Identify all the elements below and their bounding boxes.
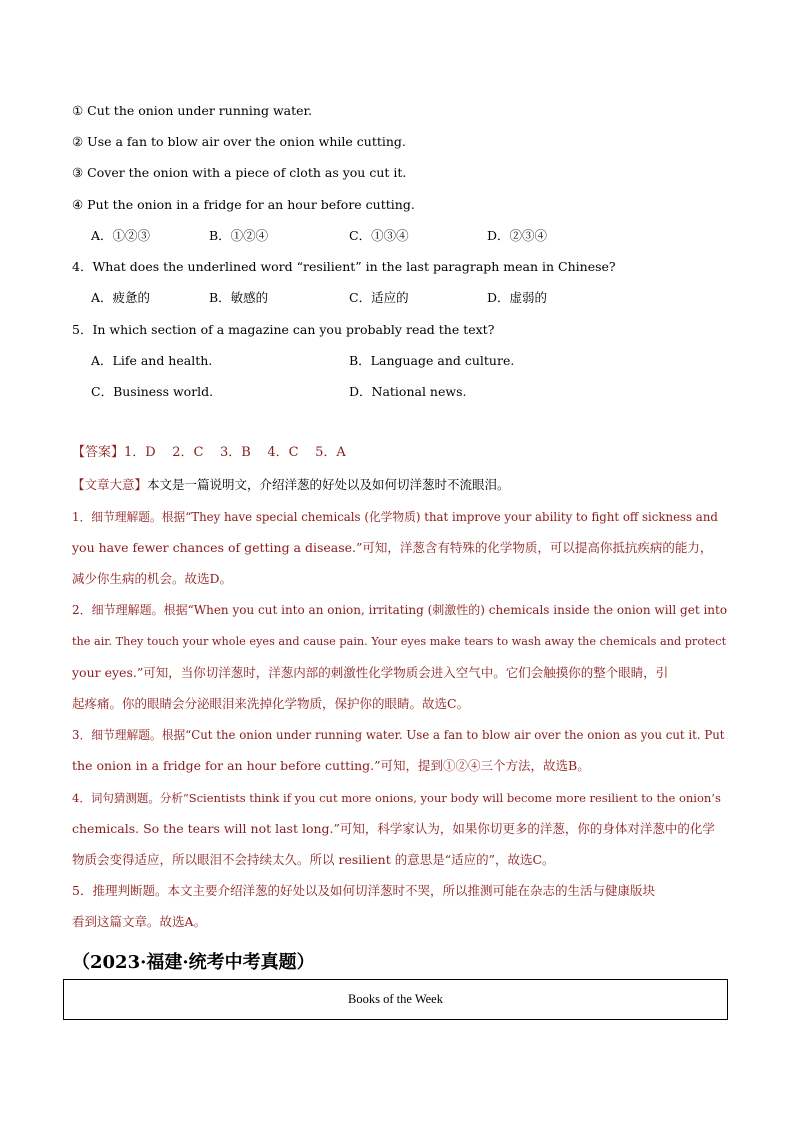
option-a: A．①②③ bbox=[91, 228, 151, 243]
option-c: C．①③④ bbox=[349, 228, 409, 243]
question-stem: 4．What does the underlined word “resilient” in the last paragraph mean in Chinese? bbox=[72, 259, 616, 274]
option-b: B．Language and culture. bbox=[349, 353, 515, 368]
explanation-line: 2．细节理解题。根据“When you cut into an onion, irritating (刺激性的) chemicals inside the onion will get into bbox=[72, 603, 728, 617]
summary bbox=[72, 477, 510, 493]
question-stem: 5．In which section of a magazine can you probably read the text? bbox=[72, 322, 495, 337]
method-item: ① Cut the onion under running water. bbox=[72, 103, 313, 118]
answer-values: 1．D 2．C 3．B 4．C 5．A bbox=[124, 445, 346, 460]
option-a: A．Life and health. bbox=[91, 353, 213, 368]
explanation-line: your eyes.”可知，当你切洋葱时，洋葱内部的刺激性化学物质会进入空气中。它们会触摸你的整个眼睛，引 bbox=[72, 665, 669, 680]
explanation-line: you have fewer chances of getting a disease.”可知，洋葱含有特殊的化学物质，可以提高你抵抗疾病的能力， bbox=[72, 540, 713, 555]
explanation-line: 起疼痛。你的眼睛会分泌眼泪来洗掉化学物质，保护你的眼睛。故选C。 bbox=[72, 696, 470, 711]
option-b: B．敏感的 bbox=[209, 290, 269, 305]
explanation-line: the onion in a fridge for an hour before cutting.”可知，提到①②④三个方法，故选B。 bbox=[72, 758, 590, 773]
option-b: B．①②④ bbox=[209, 228, 269, 243]
answer-label: 【答案】 bbox=[72, 445, 125, 460]
summary-text: 本文是一篇说明文，介绍洋葱的好处以及如何切洋葱时不流眼泪。 bbox=[147, 477, 510, 492]
explanation-line: 减少你生病的机会。故选D。 bbox=[72, 571, 233, 586]
method-item: ③ Cover the onion with a piece of cloth as you cut it. bbox=[72, 165, 407, 180]
books-of-week-box bbox=[63, 979, 728, 1020]
explanation-line: 3．细节理解题。根据“Cut the onion under running water. Use a fan to blow air over the onion as you cut it. Put bbox=[72, 728, 725, 742]
option-d: D．②③④ bbox=[487, 228, 548, 243]
summary-label: 【文章大意】 bbox=[72, 477, 148, 492]
explanation-line: chemicals. So the tears will not last long.”可知，科学家认为，如果你切更多的洋葱，你的身体对洋葱中的化学 bbox=[72, 821, 715, 836]
explanation-line: 4．词句猜测题。分析“Scientists think if you cut more onions, your body will become more resilient to the onion’s bbox=[72, 791, 721, 805]
explanation-line: 物质会变得适应，所以眼泪不会持续太久。所以 resilient 的意思是“适应的”，故选C。 bbox=[72, 852, 555, 867]
source-heading: （2023·福建·统考中考真题） bbox=[72, 952, 315, 973]
option-a: A．疲惫的 bbox=[91, 290, 151, 305]
method-item: ② Use a fan to blow air over the onion while cutting. bbox=[72, 134, 406, 149]
box-title: Books of the Week bbox=[348, 992, 443, 1006]
option-d: D．虚弱的 bbox=[487, 290, 548, 305]
option-d: D．National news. bbox=[349, 384, 467, 399]
explanation-line: 5．推理判断题。本文主要介绍洋葱的好处以及如何切洋葱时不哭，所以推测可能在杂志的生活与健康版块 bbox=[72, 883, 655, 898]
explanation-line: 1．细节理解题。根据“They have special chemicals (化学物质) that improve your ability to fight off sickness and bbox=[72, 510, 718, 524]
explanation-line: 看到这篇文章。故选A。 bbox=[72, 914, 207, 929]
option-c: C．适应的 bbox=[349, 290, 409, 305]
explanation-line: the air. They touch your whole eyes and cause pain. Your eyes make tears to wash away the chemicals and protect bbox=[72, 635, 727, 648]
option-c: C．Business world. bbox=[91, 384, 214, 399]
method-item: ④ Put the onion in a fridge for an hour before cutting. bbox=[72, 197, 415, 212]
answer-key bbox=[72, 445, 346, 461]
